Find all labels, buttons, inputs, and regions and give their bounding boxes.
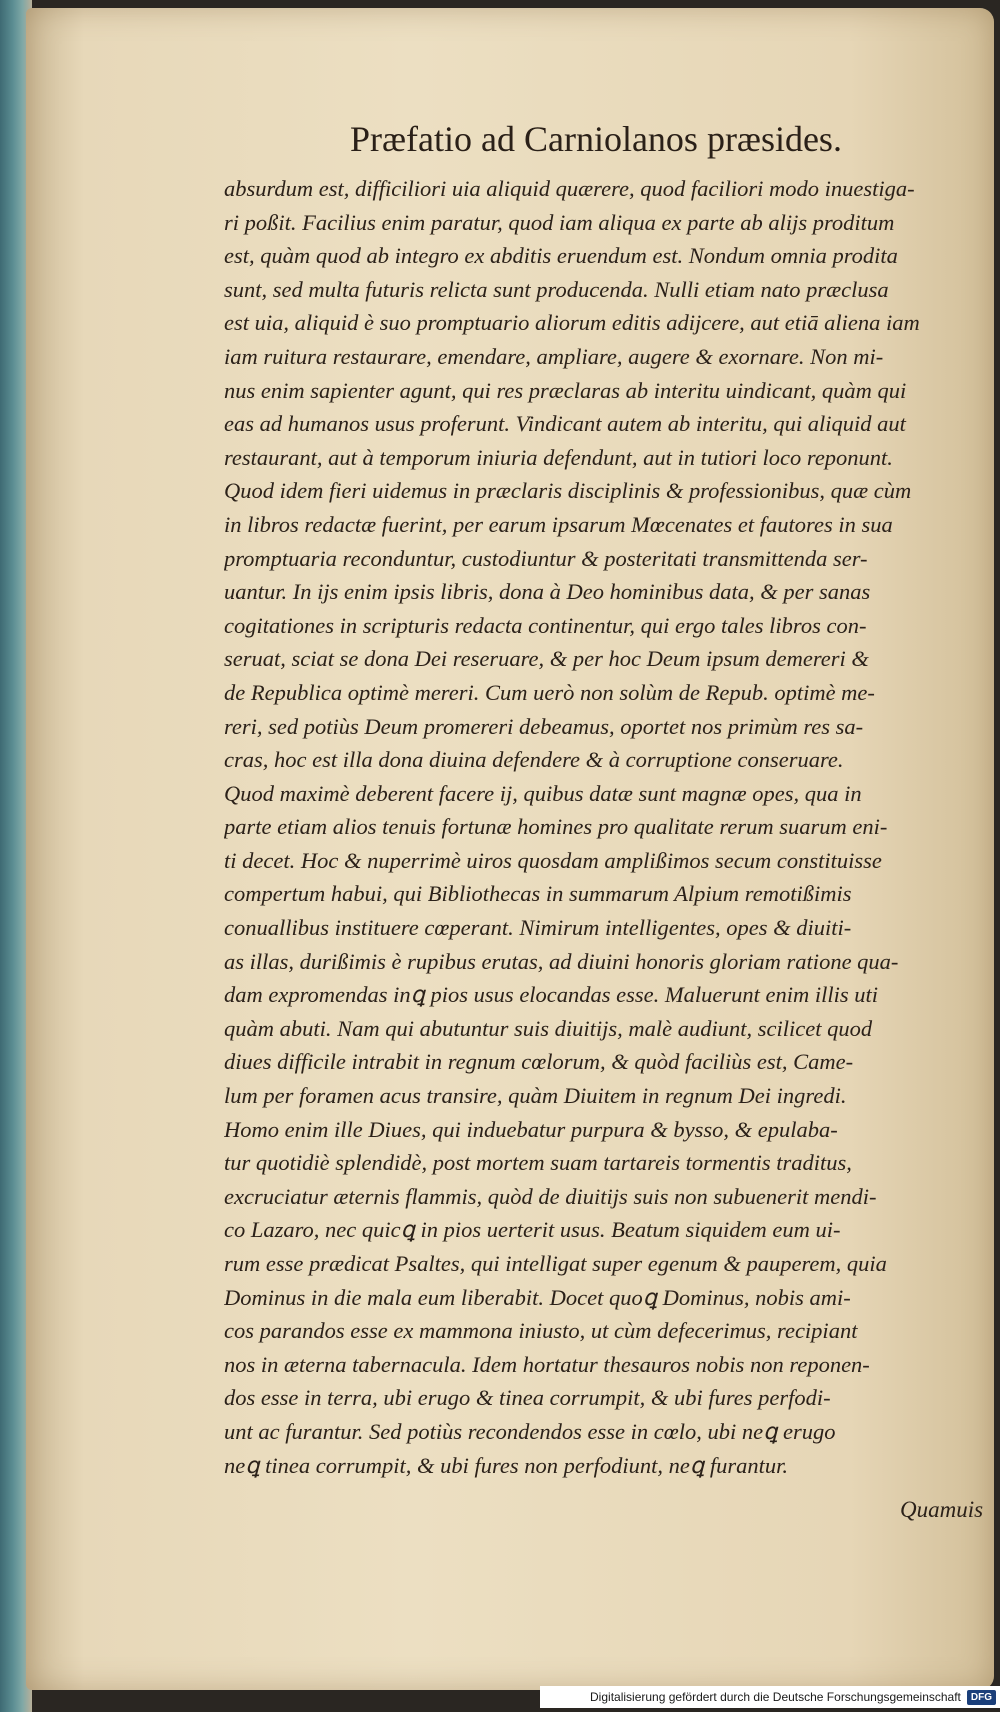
text-line: promptuaria reconduntur, custodiuntur & posteritati transmittenda ser- bbox=[224, 545, 868, 571]
text-line: dos esse in terra, ubi erugo & tinea corrumpit, & ubi fures perfodi- bbox=[224, 1385, 831, 1411]
text-line: parte etiam alios tenuis fortunæ homines pro qualitate rerum suarum eni- bbox=[224, 814, 888, 840]
text-line: neꝗ tinea corrumpit, & ubi fures non perfodiunt, neꝗ furantur. bbox=[224, 1452, 788, 1478]
text-line: est uia, aliquid è suo promptuario aliorum editis adijcere, aut etiā aliena iam bbox=[224, 310, 920, 336]
text-line: est, quàm quod ab integro ex abditis eruendum est. Nondum omnia prodita bbox=[224, 243, 898, 269]
text-line: compertum habui, qui Bibliothecas in summarum Alpium remotißimis bbox=[224, 881, 852, 907]
text-line: Dominus in die mala eum liberabit. Docet quoꝗ Dominus, nobis ami- bbox=[224, 1284, 851, 1310]
running-header: Præfatio ad Carniolanos præsides. bbox=[350, 119, 842, 159]
text-line: reri, sed potiùs Deum promereri debeamus, oportet nos primùm res sa- bbox=[224, 713, 864, 739]
text-line: sunt, sed multa futuris relicta sunt producenda. Nulli etiam nato præclusa bbox=[224, 276, 889, 302]
text-line: iam ruitura restaurare, emendare, ampliare, augere & exornare. Non mi- bbox=[224, 343, 884, 369]
text-line: de Republica optimè mereri. Cum uerò non solùm de Repub. optimè me- bbox=[224, 679, 875, 705]
text-line: nus enim sapienter agunt, qui res præclaras ab interitu uindicant, quàm qui bbox=[224, 377, 907, 403]
text-line: eas ad humanos usus proferunt. Vindicant autem ab interitu, qui aliquid aut bbox=[224, 411, 906, 437]
text-line: unt ac furantur. Sed potiùs recondendos esse in cœlo, ubi neꝗ erugo bbox=[224, 1418, 836, 1444]
text-line: tur quotidiè splendidè, post mortem suam tartareis tormentis traditus, bbox=[224, 1150, 852, 1176]
text-line: in libros redactæ fuerint, per earum ipsarum Mœcenates et fautores in sua bbox=[224, 511, 893, 537]
text-line: Homo enim ille Diues, qui induebatur purpura & bysso, & epulaba- bbox=[224, 1116, 838, 1142]
text-line: Quod idem fieri uidemus in præclaris disciplinis & professionibus, quæ cùm bbox=[224, 478, 912, 504]
text-line: excruciatur æternis flammis, quòd de diuitijs suis non subuenerit mendi- bbox=[224, 1183, 877, 1209]
text-line: seruat, sciat se dona Dei reseruare, & per hoc Deum ipsum demereri & bbox=[224, 646, 869, 672]
text-line: absurdum est, difficiliori uia aliquid quærere, quod faciliori modo inuestiga- bbox=[224, 176, 915, 201]
body-text bbox=[224, 172, 994, 1482]
text-line: cos parandos esse ex mammona iniusto, ut cùm defecerimus, recipiant bbox=[224, 1318, 858, 1344]
text-line: Quod maximè deberent facere ij, quibus datæ sunt magnæ opes, qua in bbox=[224, 780, 862, 806]
credit-text: Digitalisierung gefördert durch die Deutsche Forschungsgemeinschaft bbox=[590, 1690, 961, 1704]
text-line: as illas, durißimis è rupibus erutas, ad diuini honoris gloriam ratione qua- bbox=[224, 948, 899, 974]
text-line: rum esse prædicat Psaltes, qui intelligat super egenum & pauperem, quia bbox=[224, 1251, 887, 1276]
text-line: ri poßit. Facilius enim paratur, quod iam aliqua ex parte ab alijs proditum bbox=[224, 209, 895, 235]
digitization-credit bbox=[540, 1686, 1000, 1708]
text-line: quàm abuti. Nam qui abutuntur suis diuitijs, malè audiunt, scilicet quod bbox=[224, 1015, 873, 1041]
text-line: conuallibus instituere cœperant. Nimirum intelligentes, opes & diuiti- bbox=[224, 915, 852, 941]
dfg-logo-icon: DFG bbox=[967, 1690, 996, 1705]
text-line: nos in æterna tabernacula. Idem hortatur thesauros nobis non reponen- bbox=[224, 1351, 870, 1377]
catchword: Quamuis bbox=[900, 1497, 984, 1522]
text-line: dam expromendas inꝗ pios usus elocandas esse. Maluerunt enim illis uti bbox=[224, 982, 879, 1008]
text-line: diues difficile intrabit in regnum cœlorum, & quòd faciliùs est, Came- bbox=[224, 1049, 854, 1075]
text-line: ti decet. Hoc & nuperrimè uiros quosdam amplißimos secum constituisse bbox=[224, 847, 882, 873]
text-line: cogitationes in scripturis redacta continentur, qui ergo tales libros con- bbox=[224, 612, 867, 638]
text-line: co Lazaro, nec quicꝗ in pios uerterit usus. Beatum siquidem eum ui- bbox=[224, 1217, 841, 1243]
text-line: uantur. In ijs enim ipsis libris, dona à Deo hominibus data, & per sanas bbox=[224, 579, 871, 605]
text-line: restaurant, aut à temporum iniuria defendunt, aut in tutiori loco reponunt. bbox=[224, 444, 893, 470]
text-line: lum per foramen acus transire, quàm Diuitem in regnum Dei ingredi. bbox=[224, 1083, 847, 1109]
text-line: cras, hoc est illa dona diuina defendere & à corruptione conseruare. bbox=[224, 747, 844, 773]
